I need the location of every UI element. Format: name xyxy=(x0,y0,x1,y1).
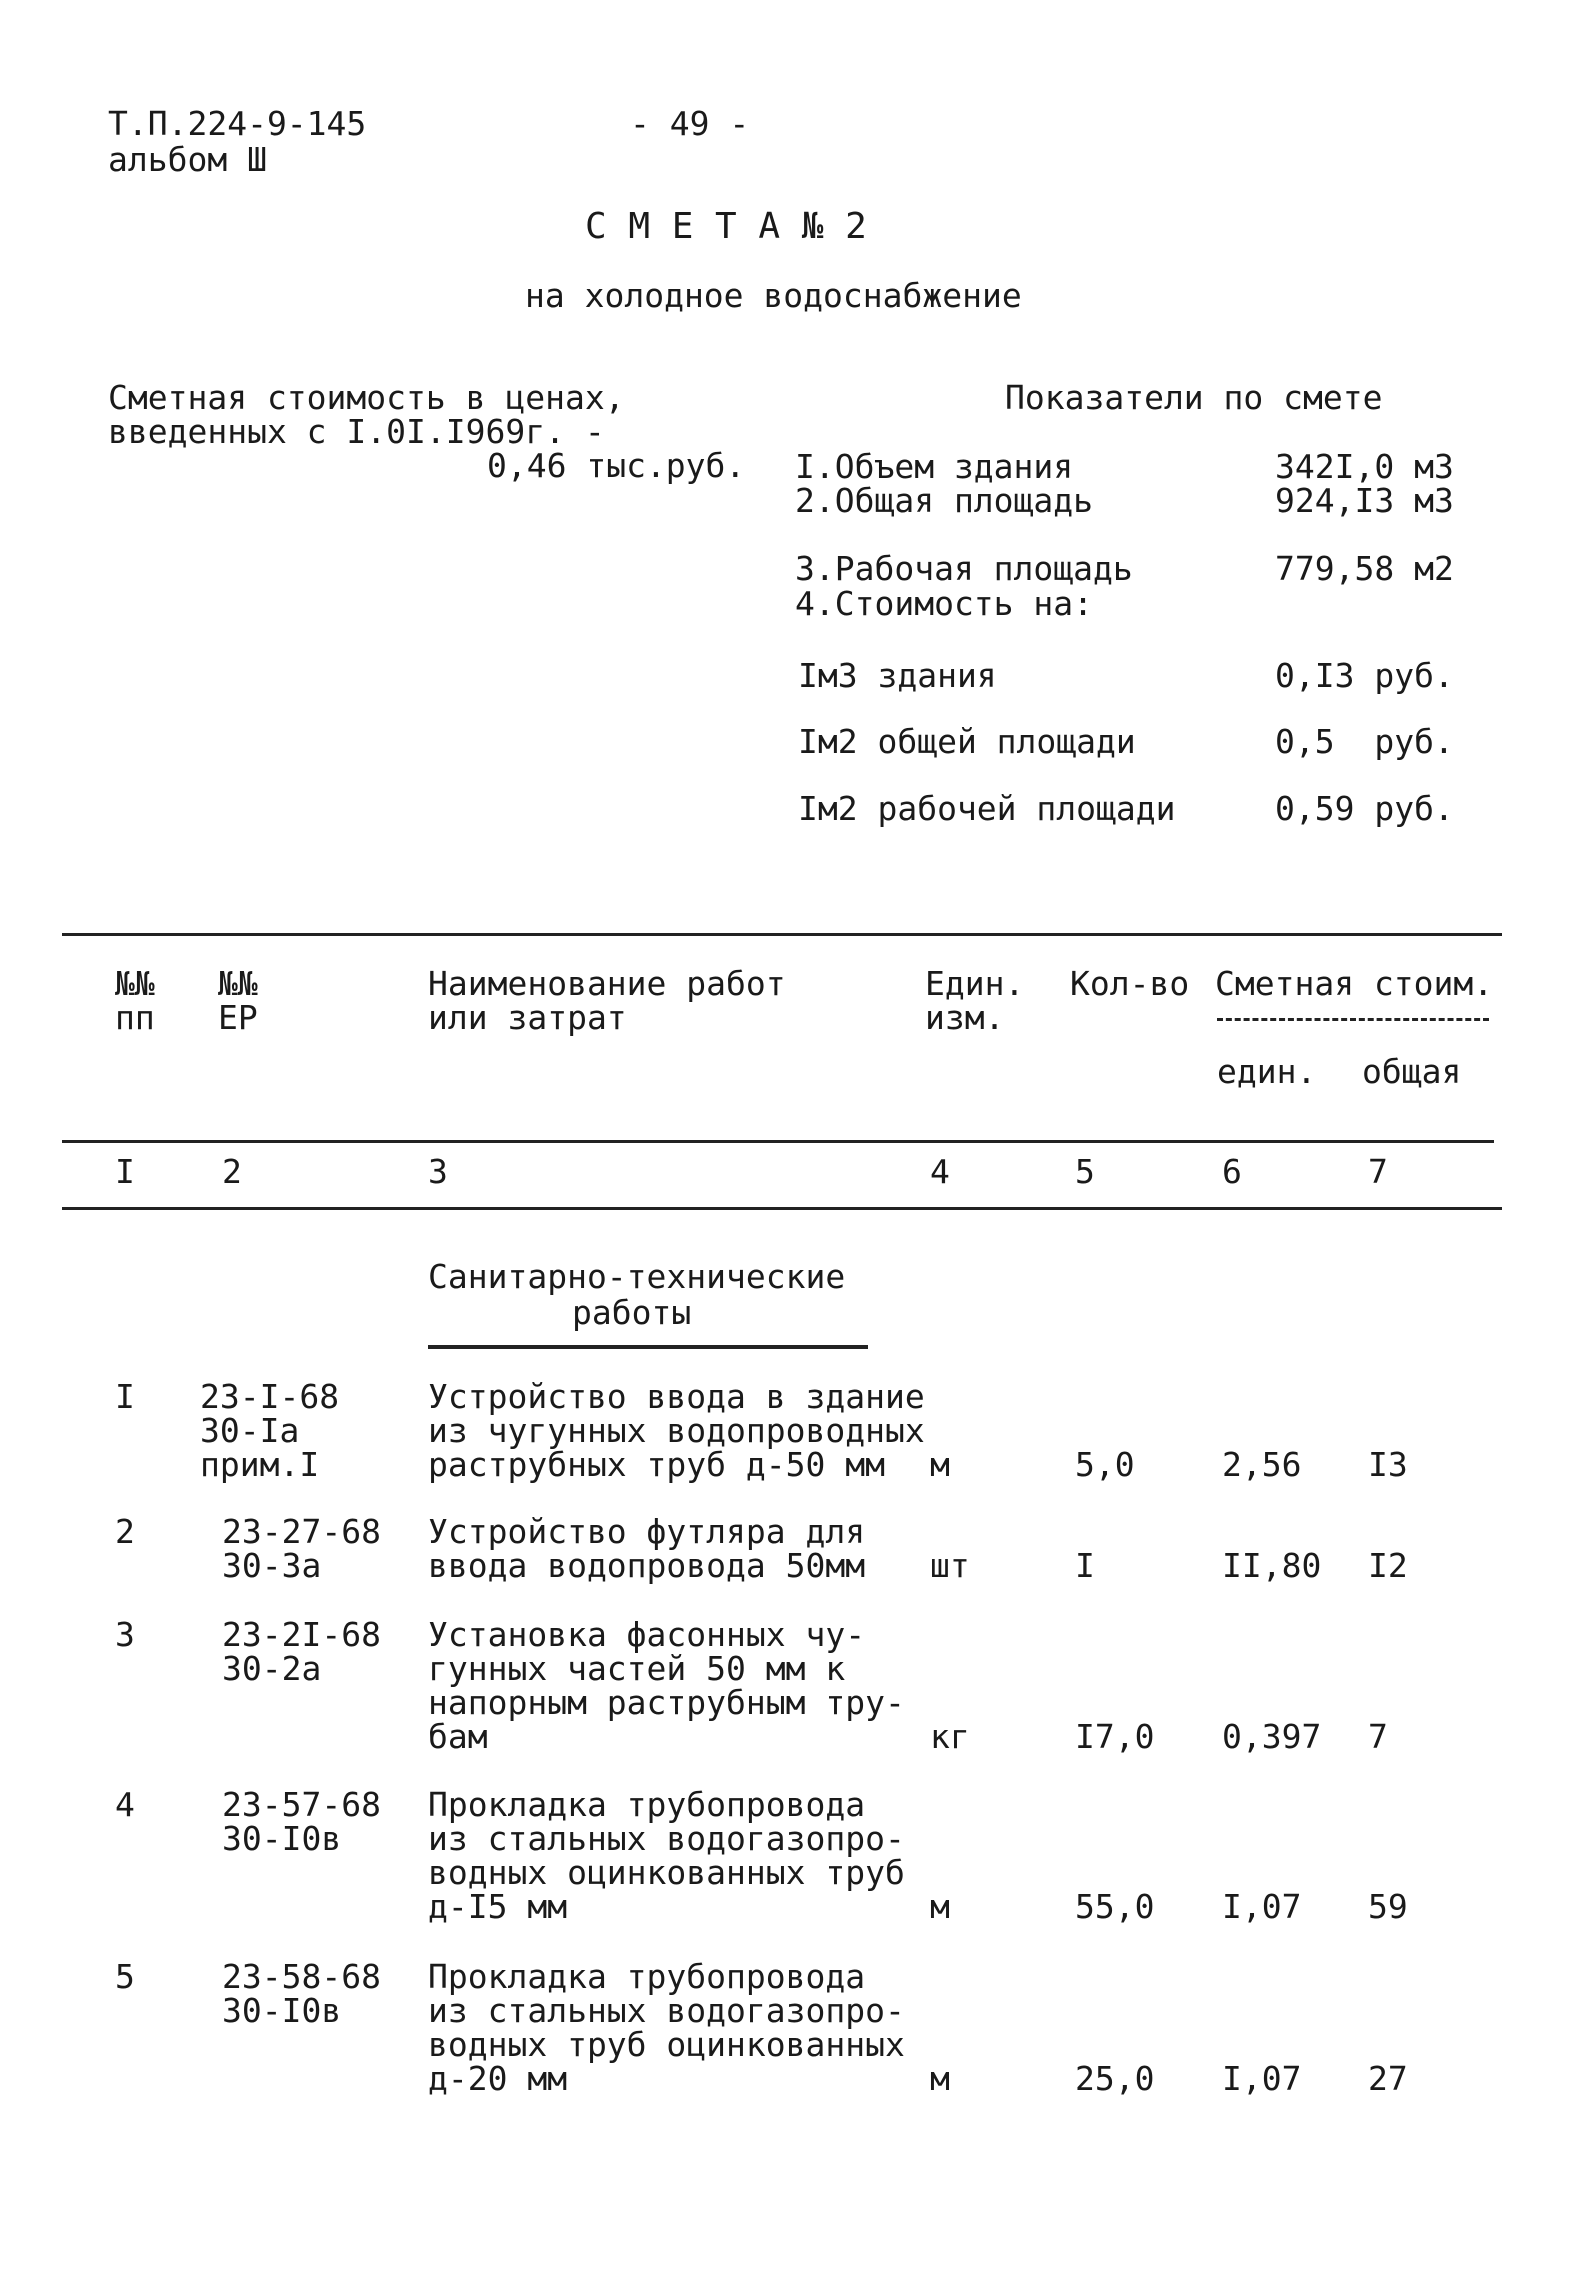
row-name-line: Прокладка трубопровода xyxy=(428,1785,866,1824)
row-name-line: из стальных водогазопро- xyxy=(428,1819,905,1858)
indicator-label: I.Объем здания xyxy=(795,447,1074,486)
row-unit-cost: I,07 xyxy=(1222,1887,1302,1926)
indicator-value: 0,59 руб. xyxy=(1275,789,1454,828)
indicator-label: Iм3 здания xyxy=(798,656,997,695)
row-name-line: Устройство ввода в здание xyxy=(428,1377,925,1416)
row-code-line: 30-Iа xyxy=(200,1411,300,1450)
row-unit-cost: 0,397 xyxy=(1222,1717,1322,1756)
indicator-value: 342I,0 м3 xyxy=(1275,447,1454,486)
row-unit: м xyxy=(930,1887,950,1926)
row-number: 4 xyxy=(115,1785,135,1824)
col-header-unit-line2: изм. xyxy=(925,998,1005,1037)
row-total: 27 xyxy=(1368,2059,1408,2098)
column-number: 7 xyxy=(1368,1152,1388,1191)
page-subtitle: на холодное водоснабжение xyxy=(525,276,1022,315)
page-number: - 49 - xyxy=(630,104,750,143)
cost-summary-value: 0,46 тыс.руб. xyxy=(487,446,746,485)
row-number: 5 xyxy=(115,1957,135,1996)
row-total: I2 xyxy=(1368,1546,1408,1585)
col-header-num-line2: пп xyxy=(115,998,155,1037)
header-bottom-rule xyxy=(62,1140,1494,1143)
indicator-value: 0,5 руб. xyxy=(1275,722,1454,761)
row-code-line: 30-I0в xyxy=(222,1991,342,2030)
col-header-cost: Сметная стоим. xyxy=(1215,964,1494,1003)
row-code-line: прим.I xyxy=(200,1445,320,1484)
col-header-code-line2: ЕР xyxy=(218,998,258,1037)
row-unit: кг xyxy=(930,1717,970,1756)
row-unit-cost: II,80 xyxy=(1222,1546,1322,1585)
column-number: 4 xyxy=(930,1152,950,1191)
col-header-num-line1: №№ xyxy=(115,964,155,1003)
row-name-line: Прокладка трубопровода xyxy=(428,1957,866,1996)
row-name-line: гунных частей 50 мм к xyxy=(428,1649,846,1688)
album-label: альбом Ш xyxy=(108,140,267,179)
row-name-line: Устройство футляра для xyxy=(428,1512,866,1551)
row-quantity: I7,0 xyxy=(1075,1717,1155,1756)
indicator-value: 924,I3 м3 xyxy=(1275,481,1454,520)
row-total: 7 xyxy=(1368,1717,1388,1756)
indicator-label: Iм2 рабочей площади xyxy=(798,789,1176,828)
indicators-heading: Показатели по смете xyxy=(1005,378,1383,417)
row-name-line: напорным раструбным тру- xyxy=(428,1683,905,1722)
col-header-name-line1: Наименование работ xyxy=(428,964,786,1003)
row-unit: шт xyxy=(930,1546,970,1585)
row-unit-cost: I,07 xyxy=(1222,2059,1302,2098)
row-name-line: д-I5 мм xyxy=(428,1887,568,1926)
column-number: 3 xyxy=(428,1152,448,1191)
row-number: I xyxy=(115,1377,135,1416)
row-name-line: бам xyxy=(428,1717,488,1756)
row-code-line: 23-57-68 xyxy=(222,1785,381,1824)
column-number: 6 xyxy=(1222,1152,1242,1191)
row-code-line: 30-2а xyxy=(222,1649,322,1688)
row-unit-cost: 2,56 xyxy=(1222,1445,1302,1484)
row-code-line: 30-3а xyxy=(222,1546,322,1585)
row-number: 2 xyxy=(115,1512,135,1551)
col-header-unit-line1: Един. xyxy=(925,964,1025,1003)
section-title-underline xyxy=(428,1345,868,1349)
column-numbers-bottom-rule xyxy=(62,1207,1502,1210)
section-title-line1: Санитарно-технические xyxy=(428,1257,846,1296)
cost-summary-line1: Сметная стоимость в ценах, xyxy=(108,378,625,417)
row-name-line: ввода водопровода 50мм xyxy=(428,1546,866,1585)
column-number: 5 xyxy=(1075,1152,1095,1191)
row-code-line: 30-I0в xyxy=(222,1819,342,1858)
indicator-value: 779,58 м2 xyxy=(1275,549,1454,588)
row-code-line: 23-2I-68 xyxy=(222,1615,381,1654)
row-name-line: водных оцинкованных труб xyxy=(428,1853,905,1892)
col-header-name-line2: или затрат xyxy=(428,998,627,1037)
col-header-code-line1: №№ xyxy=(218,964,258,1003)
row-name-line: д-20 мм xyxy=(428,2059,568,2098)
row-name-line: раструбных труб д-50 мм xyxy=(428,1445,885,1484)
indicator-label: 4.Стоимость на: xyxy=(795,584,1094,623)
row-quantity: I xyxy=(1075,1546,1095,1585)
column-number: I xyxy=(115,1152,135,1191)
row-code-line: 23-27-68 xyxy=(222,1512,381,1551)
cost-summary-line2: введенных с I.0I.I969г. - xyxy=(108,412,605,451)
row-number: 3 xyxy=(115,1615,135,1654)
row-code-line: 23-I-68 xyxy=(200,1377,340,1416)
indicator-label: Iм2 общей площади xyxy=(798,722,1136,761)
section-title-line2: работы xyxy=(572,1293,692,1332)
row-unit: м xyxy=(930,2059,950,2098)
row-name-line: из чугунных водопроводных xyxy=(428,1411,925,1450)
row-name-line: водных труб оцинкованных xyxy=(428,2025,905,2064)
row-total: I3 xyxy=(1368,1445,1408,1484)
row-quantity: 25,0 xyxy=(1075,2059,1155,2098)
col-header-total: общая xyxy=(1362,1052,1462,1091)
row-total: 59 xyxy=(1368,1887,1408,1926)
row-name-line: из стальных водогазопро- xyxy=(428,1991,905,2030)
indicator-label: 2.Общая площадь xyxy=(795,481,1094,520)
row-quantity: 55,0 xyxy=(1075,1887,1155,1926)
indicator-value: 0,I3 руб. xyxy=(1275,656,1454,695)
column-number: 2 xyxy=(222,1152,242,1191)
col-header-unit-cost: един. xyxy=(1217,1052,1317,1091)
indicator-label: 3.Рабочая площадь xyxy=(795,549,1133,588)
row-name-line: Установка фасонных чу- xyxy=(428,1615,866,1654)
page-title: С М Е Т А № 2 xyxy=(585,206,867,247)
col-header-qty: Кол-во xyxy=(1070,964,1190,1003)
row-code-line: 23-58-68 xyxy=(222,1957,381,1996)
document-code: Т.П.224-9-145 xyxy=(108,104,367,143)
row-quantity: 5,0 xyxy=(1075,1445,1135,1484)
table-top-rule xyxy=(62,933,1502,936)
row-unit: м xyxy=(930,1445,950,1484)
cost-header-dashed-rule xyxy=(1217,1018,1489,1021)
